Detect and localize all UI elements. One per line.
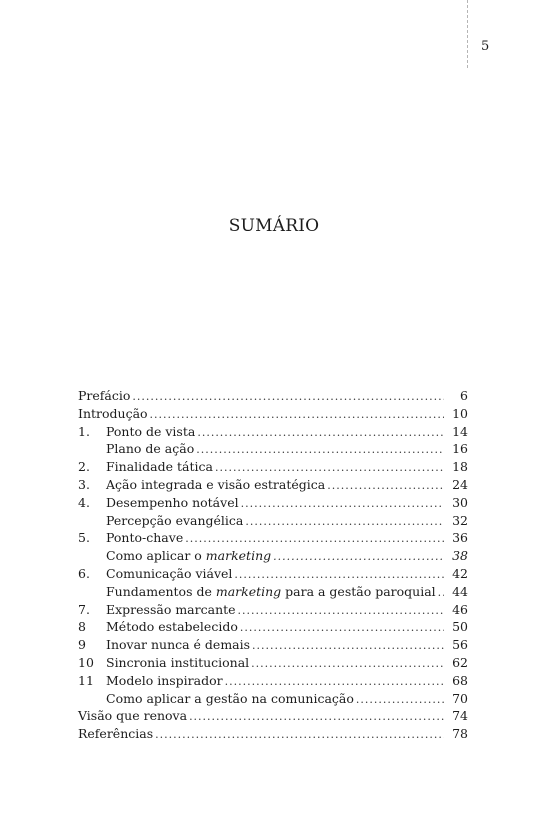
- toc-entry-title-part: Expressão marcante: [106, 601, 236, 617]
- toc-entry-number: 11: [78, 672, 94, 688]
- toc-entry-page: 46: [452, 601, 468, 617]
- dot-leader: [327, 477, 444, 495]
- toc-entry[interactable]: [78, 423, 468, 441]
- toc-entry-number: 8: [78, 619, 86, 635]
- toc-entry-title-part: Comunicação viável: [106, 565, 233, 581]
- dot-leader: [240, 619, 444, 637]
- toc-entry-title-part: Introdução: [78, 405, 148, 421]
- toc-entry-title-part: Desempenho notável: [106, 494, 239, 510]
- toc-entry-title-part: Prefácio: [78, 388, 131, 403]
- toc-entry-title: [106, 494, 239, 512]
- dot-leader: [241, 495, 444, 513]
- dot-leader: [197, 424, 444, 442]
- margin-rule: [467, 0, 468, 68]
- toc-entry-page: 74: [452, 708, 468, 724]
- toc-entry-page: 50: [452, 619, 468, 635]
- toc-entry-number: 3.: [78, 476, 90, 492]
- toc-entry-title-part: Como aplicar o: [106, 548, 206, 564]
- toc-entry[interactable]: [78, 707, 468, 725]
- dot-leader: [273, 548, 444, 566]
- toc-entry-title-part: Visão que renova: [78, 708, 188, 724]
- dot-leader: [189, 708, 444, 726]
- toc-entry-title-part: Ponto de vista: [106, 423, 196, 439]
- toc-entry-number: 4.: [78, 494, 90, 510]
- page-number: 5: [481, 39, 490, 54]
- dot-leader: [252, 637, 444, 655]
- toc-entry-page: 38: [452, 548, 468, 564]
- toc-entry[interactable]: [78, 512, 468, 530]
- toc-entry-title: [106, 512, 243, 530]
- dot-leader: [356, 691, 444, 709]
- toc-entry-title-part: Ação integrada e visão estratégica: [106, 476, 326, 492]
- toc-entry-title: [106, 476, 325, 494]
- toc-entry-page: 42: [452, 565, 468, 581]
- toc-entry-title: [106, 601, 236, 619]
- dot-leader: [238, 602, 444, 620]
- toc-entry[interactable]: [78, 565, 468, 583]
- toc-entry-title-part: Sincronia institucional: [106, 654, 250, 670]
- toc-entry-title: [106, 636, 250, 654]
- toc-entry[interactable]: [78, 387, 468, 405]
- toc-entry-title: [78, 707, 187, 725]
- toc-entry-number: 5.: [78, 530, 90, 546]
- dot-leader: [155, 726, 444, 744]
- toc-entry[interactable]: [78, 601, 468, 619]
- toc-entry-title-italic: marketing: [205, 548, 272, 564]
- dot-leader: [251, 655, 444, 673]
- toc-entry-title-part: Percepção evangélica: [106, 512, 244, 528]
- toc-entry-title-part: Como aplicar a gestão na comunicação: [106, 690, 354, 706]
- toc-entry-page: 70: [452, 690, 468, 706]
- toc-entry-number: 7.: [78, 601, 90, 617]
- toc-entry-title: [106, 440, 194, 458]
- toc-entry-title: [106, 672, 223, 690]
- toc-entry-number: 2.: [78, 459, 90, 475]
- toc-entry-page: 10: [452, 405, 468, 421]
- toc-entry[interactable]: [78, 405, 468, 423]
- dot-leader: [185, 530, 444, 548]
- toc-entry[interactable]: [78, 440, 468, 458]
- toc-entry-title-part: Plano de ação: [106, 441, 195, 457]
- toc-entry-title: [106, 529, 183, 547]
- toc-entry-title-part: Finalidade tática: [106, 459, 213, 475]
- toc-entry-page: 30: [452, 494, 468, 510]
- toc-entry-title: [78, 725, 153, 743]
- dot-leader: [132, 388, 444, 406]
- toc-entry[interactable]: [78, 690, 468, 708]
- toc-entry-title-part: Modelo inspirador: [106, 672, 223, 688]
- toc-entry-title: [106, 547, 271, 565]
- dot-leader: [438, 584, 444, 602]
- dot-leader: [150, 406, 444, 424]
- toc-entry-number: 9: [78, 637, 86, 653]
- toc-entry[interactable]: [78, 672, 468, 690]
- toc-entry-title: [106, 690, 354, 708]
- toc-entry-page: 16: [452, 441, 468, 457]
- toc-entry-page: 62: [452, 654, 468, 670]
- dot-leader: [234, 566, 444, 584]
- toc-entry-page: 44: [452, 583, 468, 599]
- toc-entry-number: 10: [78, 654, 94, 670]
- toc-entry-title: [106, 565, 232, 583]
- toc-entry-title-italic: marketing: [215, 583, 282, 599]
- toc-entry-title: [106, 654, 249, 672]
- toc-entry-title-part: para a gestão paroquial: [281, 583, 436, 599]
- toc-entry[interactable]: [78, 547, 468, 565]
- toc-entry-page: 56: [452, 637, 468, 653]
- dot-leader: [245, 513, 444, 531]
- toc-entry-title-part: Inovar nunca é demais: [106, 637, 251, 653]
- toc-entry-title: [78, 405, 148, 423]
- table-of-contents: [78, 387, 468, 743]
- toc-entry-page: 36: [452, 530, 468, 546]
- toc-entry-page: 6: [460, 388, 468, 403]
- toc-entry-number: 1.: [78, 423, 90, 439]
- toc-entry[interactable]: [78, 529, 468, 547]
- toc-entry-page: 24: [452, 476, 468, 492]
- toc-entry[interactable]: [78, 583, 468, 601]
- toc-entry-title-part: Método estabelecido: [106, 619, 238, 635]
- toc-entry-title: [78, 387, 130, 405]
- toc-entry-title: [106, 458, 213, 476]
- toc-entry-title: [106, 618, 238, 636]
- dot-leader: [215, 459, 444, 477]
- toc-entry-page: 18: [452, 459, 468, 475]
- toc-entry[interactable]: [78, 636, 468, 654]
- toc-entry[interactable]: [78, 618, 468, 636]
- toc-entry-page: 14: [452, 423, 468, 439]
- toc-entry[interactable]: [78, 494, 468, 512]
- toc-entry-page: 32: [452, 512, 468, 528]
- page-title: SUMÁRIO: [228, 216, 320, 236]
- toc-entry-title-part: Ponto-chave: [106, 530, 184, 546]
- toc-entry[interactable]: [78, 458, 468, 476]
- toc-entry-number: 6.: [78, 565, 90, 581]
- toc-entry-page: 68: [452, 672, 468, 688]
- toc-entry-title: [106, 583, 436, 601]
- toc-entry[interactable]: [78, 725, 468, 743]
- toc-entry-page: 78: [452, 726, 468, 742]
- toc-entry[interactable]: [78, 654, 468, 672]
- dot-leader: [196, 441, 444, 459]
- toc-entry-title-part: Referências: [78, 726, 154, 742]
- dot-leader: [225, 673, 444, 691]
- toc-entry-title-part: Fundamentos de: [106, 583, 216, 599]
- toc-entry-title: [106, 423, 195, 441]
- toc-entry[interactable]: [78, 476, 468, 494]
